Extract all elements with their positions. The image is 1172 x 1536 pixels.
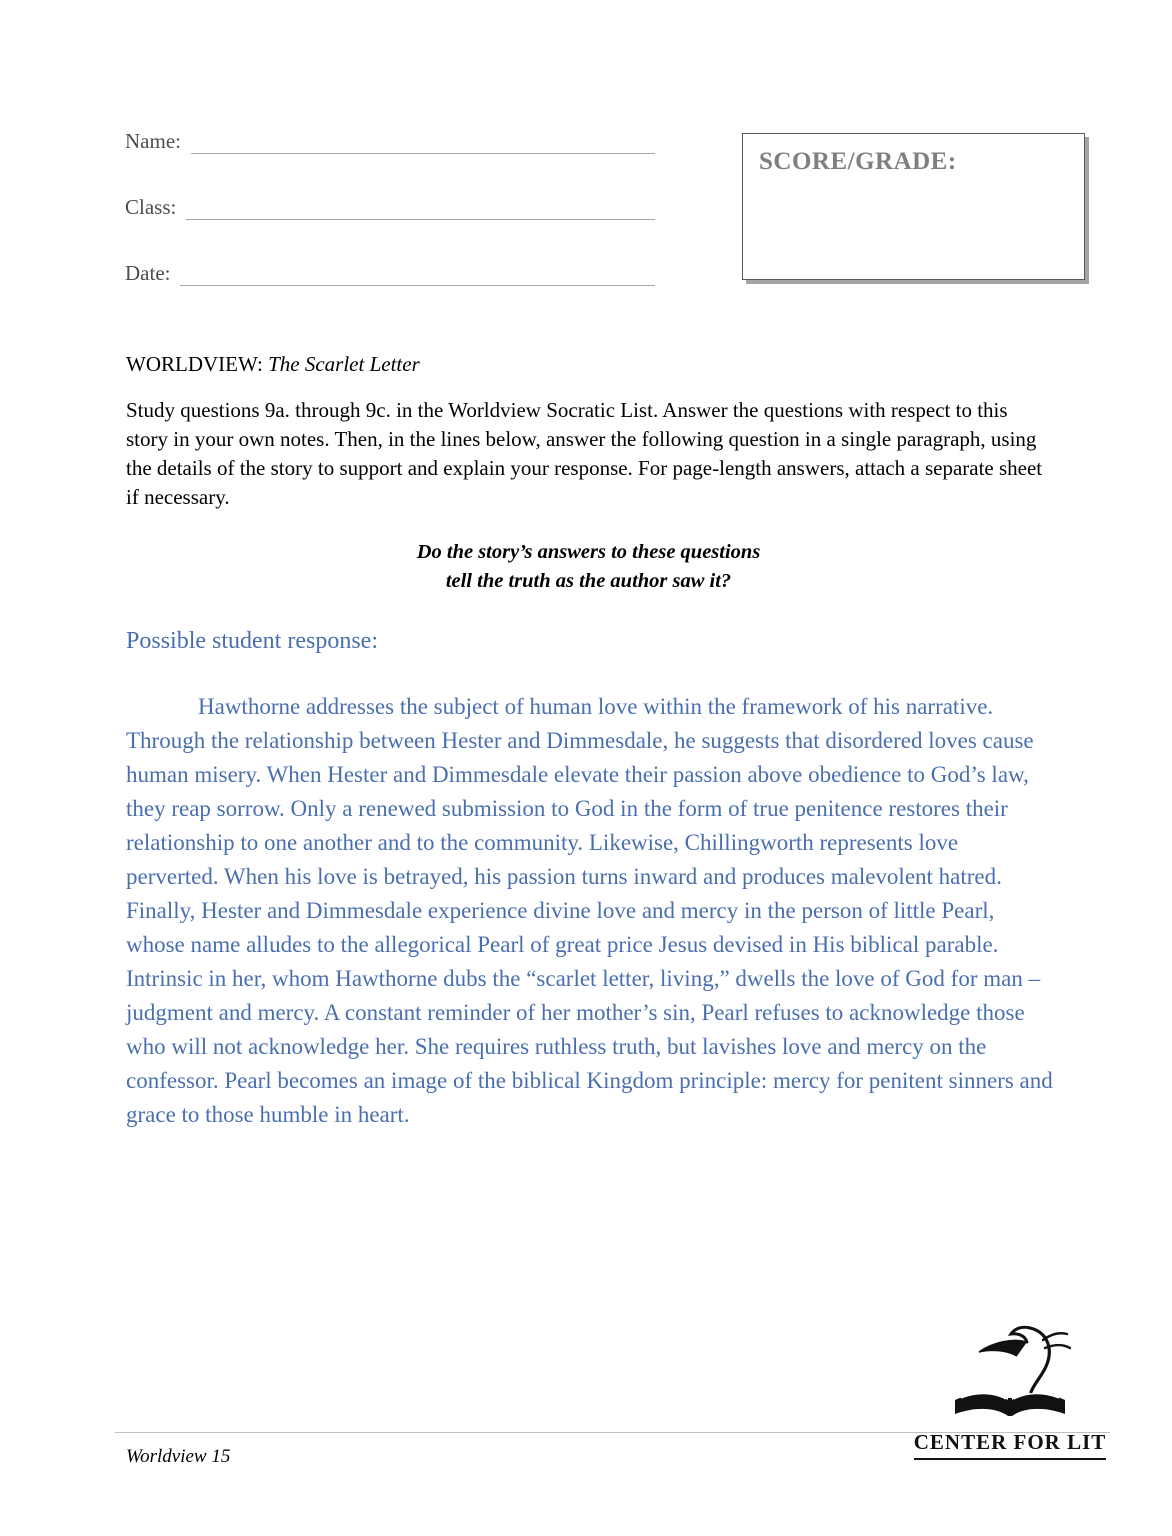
- score-grade-label: SCORE/GRADE:: [759, 148, 957, 175]
- class-label: Class:: [125, 195, 177, 219]
- center-for-lit-logo: [905, 1318, 1115, 1460]
- class-row: [125, 194, 655, 220]
- prompt-question-line1: Do the story’s answers to these questions: [416, 541, 761, 563]
- date-row: [125, 260, 655, 286]
- document-title: [126, 352, 420, 377]
- book-title: The Scarlet Letter: [268, 352, 420, 376]
- student-id-fields: [125, 128, 655, 326]
- instructions-paragraph: Study questions 9a. through 9c. in the Worldview Socratic List. Answer the questions with respect to this story in your own notes. Then, in the lines below, answer the following question in a single paragraph, using the details of the story to support and explain your response. For page-length answers, attach a separate sheet if necessary.: [126, 398, 1043, 509]
- center-for-lit-wordmark: CENTER FOR LIT: [914, 1430, 1107, 1460]
- pelican-book-icon: [935, 1318, 1085, 1428]
- prompt-question-line2: tell the truth as the author saw it?: [445, 570, 732, 592]
- score-grade-box: [742, 133, 1085, 280]
- name-row: [125, 128, 655, 154]
- name-fill-line: [191, 131, 655, 154]
- date-label: Date:: [125, 261, 171, 285]
- prompt-question: [126, 538, 1051, 596]
- class-fill-line: [186, 197, 655, 220]
- date-fill-line: [180, 263, 655, 286]
- response-body-paragraph: Hawthorne addresses the subject of human love within the framework of his narrative. Through the relationship between Hester and Dimmesdale, he suggests that disordered loves cause human misery. When Hester and Dimmesdale elevate their passion above obedience to God’s law, they reap sorrow. Only a renewed submission to God in the form of true penitence restores their relationship to one another and to the community. Likewise, Chillingworth represents love perverted. When his love is betrayed, his passion turns inward and produces malevolent hatred. Finally, Hester and Dimmesdale experience divine love and mercy in the person of little Pearl, whose name alludes to the allegorical Pearl of great price Jesus devised in His biblical parable. Intrinsic in her, whom Hawthorne dubs the “scarlet letter, living,” dwells the love of God for man –judgment and mercy. A constant reminder of her mother’s sin, Pearl refuses to acknowledge those who will not acknowledge her. She requires ruthless truth, but lavishes love and mercy on the confessor. Pearl becomes an image of the biblical Kingdom principle: mercy for penitent sinners and grace to those humble in heart.: [126, 694, 1053, 1127]
- name-label: Name:: [125, 129, 181, 153]
- response-heading: Possible student response:: [126, 628, 378, 654]
- footer-page-label: Worldview 15: [126, 1446, 231, 1467]
- title-prefix: WORLDVIEW:: [126, 352, 269, 376]
